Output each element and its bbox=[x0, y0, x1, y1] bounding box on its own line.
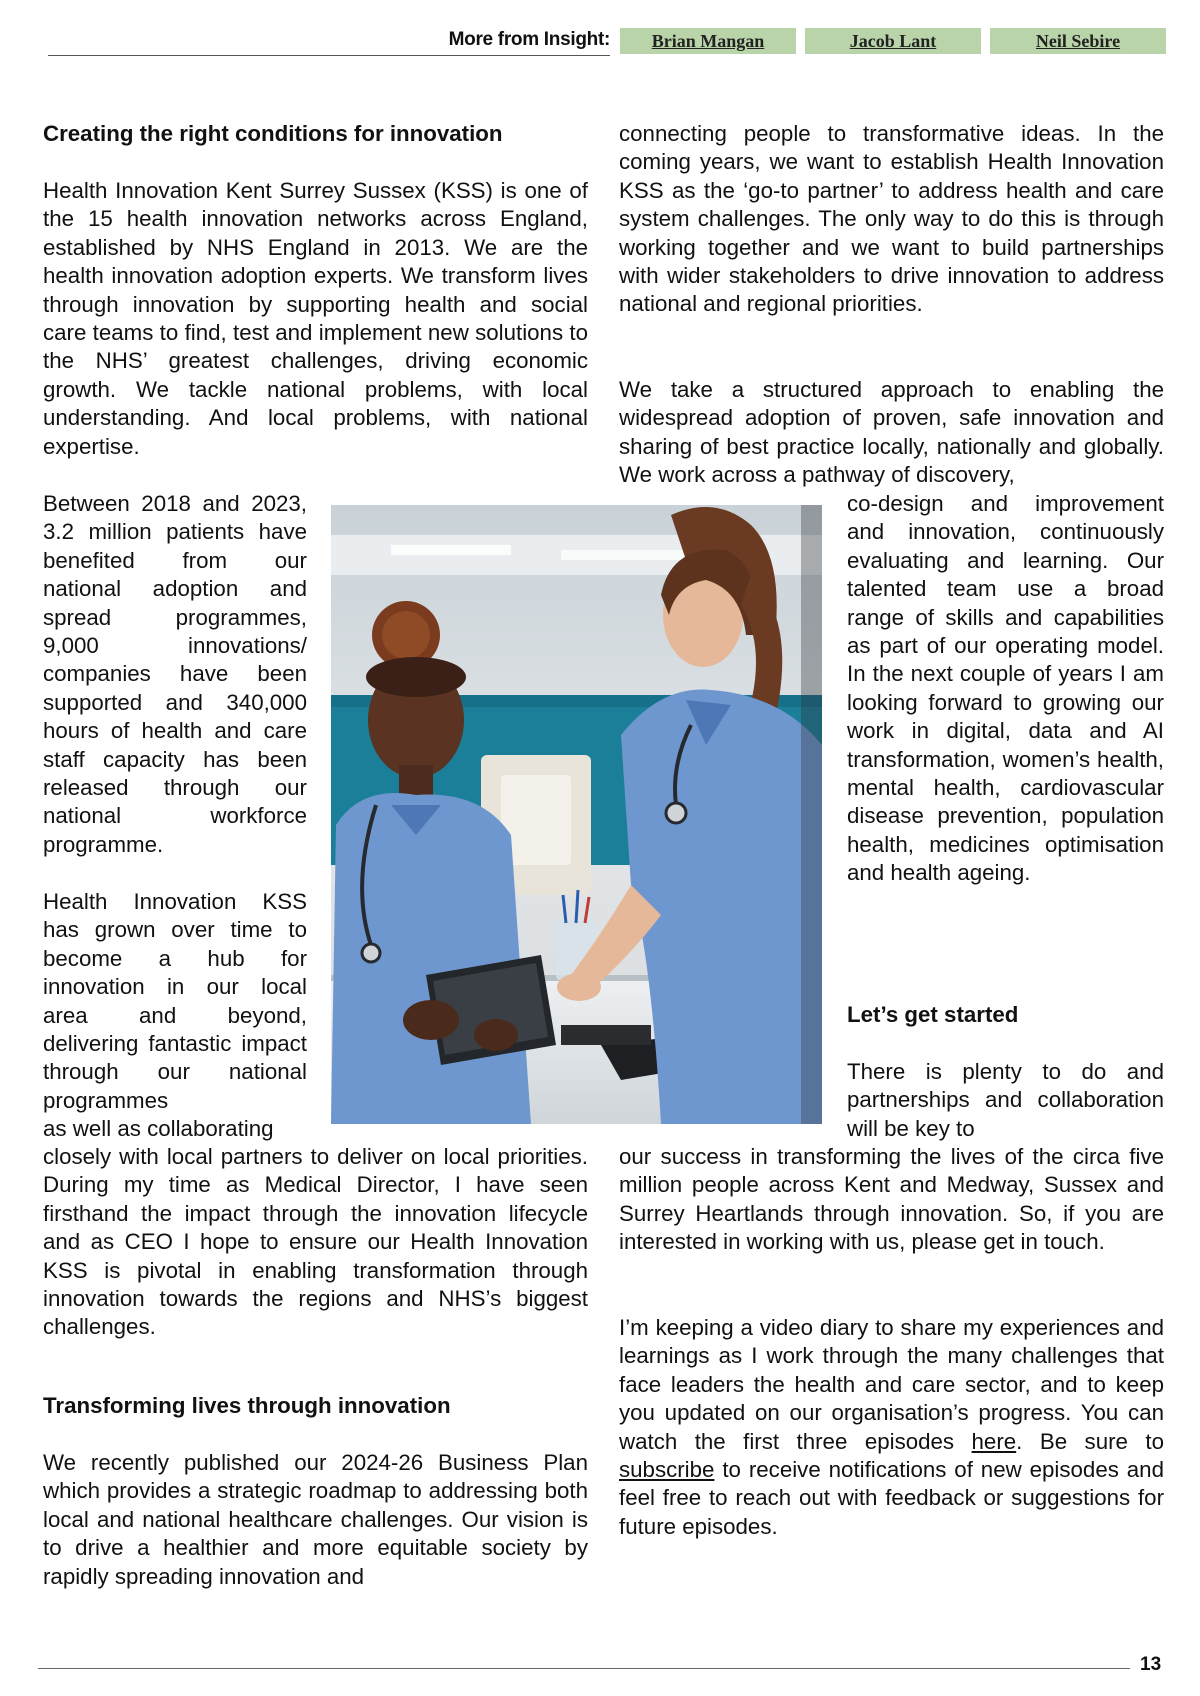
episodes-here-link[interactable]: here bbox=[971, 1428, 1017, 1454]
healthcare-workers-photo bbox=[331, 505, 822, 1124]
header-rule bbox=[48, 55, 610, 56]
hub-paragraph-part1: Health Innovation KSS has grown over time to become a hub for innovation in our local area and beyond, delivering fantastic impact through our national programmes bbox=[43, 889, 307, 1113]
video-diary-text-middle: . Be sure to bbox=[1016, 1428, 1164, 1454]
get-started-paragraph-part1: There is plenty to do and partnerships and collaboration will be key to bbox=[847, 1059, 1164, 1141]
subscribe-link[interactable]: subscribe bbox=[619, 1457, 715, 1483]
author-link-jacob-lant[interactable]: Jacob Lant bbox=[805, 28, 981, 54]
author-link-brian-mangan[interactable]: Brian Mangan bbox=[620, 28, 796, 54]
page-number: 13 bbox=[1140, 1654, 1162, 1675]
approach-paragraph-part2: co-design and improvement and innovation, continuously evaluating and learning. Our talented team use a broad range of skills and capabilities as part of our operating model. In the next couple of years I am looking forward to growing our work in digital, data and AI transformation, women’s health, mental health, cardiovascular disease prevention, population health, medicines optimisation and health ageing. bbox=[847, 491, 1164, 886]
stats-paragraph: Between 2018 and 2023, 3.2 million patients have benefited from our national adoption and spread programmes, 9,000 innovations/ companies have been supported and 340,000 hours of health and care staff capacity has been released through our national workforce programme. bbox=[43, 491, 307, 857]
more-from-label: More from Insight: bbox=[448, 29, 610, 50]
get-started-paragraph-part2: our success in transforming the lives of the circa five million people across Kent and Medway, Sussex and Surrey Heartlands through innovation. So, if you are interested in working with us, please get in touch. bbox=[619, 1144, 1164, 1255]
hub-paragraph-part2: closely with local partners to deliver on local priorities. During my time as Medical Director, I have seen firsthand the impact through the innovation lifecycle and as CEO I hope to ensure our Health Innovation KSS is pivotal in enabling transformation through innovation towards the regions and NHS’s biggest challenges. bbox=[43, 1144, 588, 1340]
business-plan-paragraph: We recently published our 2024-26 Business Plan which provides a strategic roadmap to addressing both local and national healthcare challenges. Our vision is to drive a healthier and more equitable society by rapidly spreading innovation and bbox=[43, 1450, 588, 1589]
video-diary-paragraph bbox=[619, 1314, 1164, 1541]
video-diary-text-start: I’m keeping a video diary to share my experiences and learnings as I work through the many challenges that face leaders the health and care sector, and to keep you updated on our organisation’s progress. You can watch the first three episodes bbox=[619, 1315, 1164, 1454]
vision-paragraph: connecting people to transformative ideas. In the coming years, we want to establish Health Innovation KSS as the ‘go-to partner’ to address health and care system challenges. The only way to do this is through working together and we want to build partnerships with wider stakeholders to drive innovation to address national and regional priorities. bbox=[619, 121, 1164, 317]
author-link-neil-sebire[interactable]: Neil Sebire bbox=[990, 28, 1166, 54]
video-diary-text-end: to receive notifications of new episodes and feel free to reach out with feedback or suggestions for future episodes. bbox=[619, 1457, 1164, 1539]
approach-paragraph-part1: We take a structured approach to enabling the widespread adoption of proven, safe innovation and sharing of best practice locally, nationally and globally. We work across a pathway of discovery, bbox=[619, 377, 1164, 488]
hub-paragraph-line: as well as collaborating bbox=[43, 1116, 274, 1141]
heading-lets-get-started: Let’s get started bbox=[847, 1002, 1019, 1027]
heading-transforming-lives: Transforming lives through innovation bbox=[43, 1393, 451, 1418]
intro-paragraph: Health Innovation Kent Surrey Sussex (KSS) is one of the 15 health innovation networks across England, established by NHS England in 2013. We are the health innovation adoption experts. We transform lives through innovation by supporting health and social care teams to find, test and implement new solutions to the NHS’ greatest challenges, driving economic growth. We tackle national problems, with local understanding. And local problems, with national expertise. bbox=[43, 178, 588, 459]
heading-right-conditions: Creating the right conditions for innovation bbox=[43, 121, 503, 146]
footer-rule bbox=[38, 1668, 1130, 1669]
